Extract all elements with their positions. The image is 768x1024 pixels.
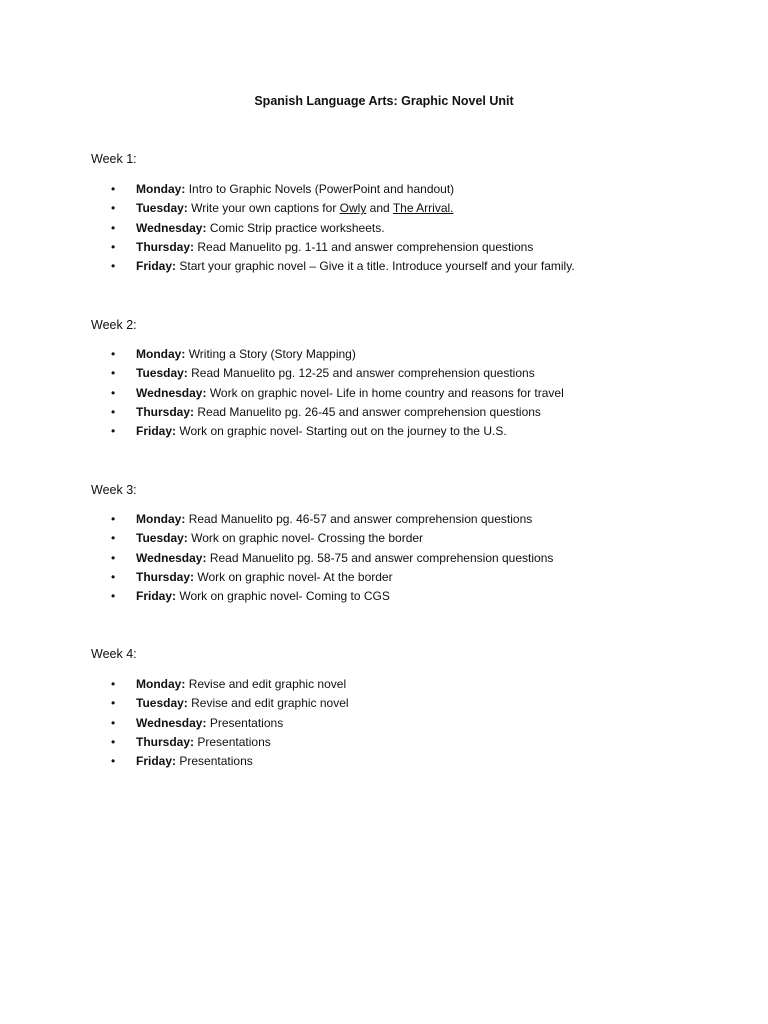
activity-text: Comic Strip practice worksheets. bbox=[209, 220, 385, 235]
day-label: Monday: bbox=[136, 182, 186, 196]
activity-text: Intro to Graphic Novels (PowerPoint and handout) bbox=[188, 182, 455, 196]
activity-text: Read Manuelito pg. 12-25 and answer comprehension questions bbox=[191, 366, 535, 381]
activity-text: Revise and edit graphic novel bbox=[191, 696, 349, 711]
bullet-icon: • bbox=[111, 734, 116, 749]
day-label: Tuesday: bbox=[136, 696, 188, 711]
activity-text: Work on graphic novel- At the border bbox=[197, 569, 393, 584]
bullet-icon: • bbox=[111, 589, 116, 604]
bullet-icon: • bbox=[111, 531, 116, 546]
week-1-heading: Week 1: bbox=[91, 152, 137, 166]
week-2-tuesday bbox=[111, 364, 564, 383]
day-label: Friday: bbox=[136, 259, 177, 274]
day-label: Wednesday: bbox=[136, 385, 207, 400]
activity-text: Read Manuelito pg. 1-11 and answer comprehension questions bbox=[197, 239, 534, 254]
bullet-icon: • bbox=[111, 201, 116, 216]
bullet-icon: • bbox=[111, 550, 116, 565]
day-label: Wednesday: bbox=[136, 550, 207, 565]
day-label: Wednesday: bbox=[136, 715, 207, 730]
activity-text: Work on graphic novel- Coming to CGS bbox=[179, 589, 390, 604]
week-4-tuesday bbox=[111, 694, 349, 713]
week-3-heading: Week 3: bbox=[91, 483, 137, 497]
day-label: Thursday: bbox=[136, 569, 195, 584]
bullet-icon: • bbox=[111, 715, 116, 730]
activity-text: Read Manuelito pg. 46-57 and answer comprehension questions bbox=[188, 512, 533, 526]
day-label: Monday: bbox=[136, 512, 186, 526]
activity-text: Presentations bbox=[209, 715, 284, 730]
activity-text: Writing a Story (Story Mapping) bbox=[188, 347, 356, 361]
bullet-icon: • bbox=[111, 366, 116, 381]
bullet-icon: • bbox=[111, 182, 116, 196]
day-label: Friday: bbox=[136, 589, 177, 604]
activity-text: and bbox=[369, 201, 390, 216]
activity-text: Read Manuelito pg. 26-45 and answer comprehension questions bbox=[197, 404, 541, 419]
activity-text: Start your graphic novel – Give it a title. Introduce yourself and your family. bbox=[179, 259, 575, 274]
week-2-heading: Week 2: bbox=[91, 318, 137, 332]
week-1-thursday bbox=[111, 238, 575, 257]
week-4-heading: Week 4: bbox=[91, 647, 137, 661]
bullet-icon: • bbox=[111, 696, 116, 711]
day-label: Friday: bbox=[136, 754, 177, 769]
week-4-thursday bbox=[111, 733, 349, 752]
week-3-friday bbox=[111, 587, 553, 606]
day-label: Monday: bbox=[136, 677, 186, 691]
bullet-icon: • bbox=[111, 347, 116, 361]
activity-text: Presentations bbox=[197, 734, 271, 749]
week-2-wednesday bbox=[111, 384, 564, 403]
week-1-list bbox=[111, 180, 575, 276]
activity-text: Presentations bbox=[179, 754, 253, 769]
bullet-icon: • bbox=[111, 404, 116, 419]
activity-text: Work on graphic novel- Starting out on the journey to the U.S. bbox=[179, 424, 507, 439]
week-4-wednesday bbox=[111, 714, 349, 733]
bullet-icon: • bbox=[111, 677, 116, 691]
owly-link[interactable]: Owly bbox=[339, 201, 367, 216]
bullet-icon: • bbox=[111, 385, 116, 400]
bullet-icon: • bbox=[111, 512, 116, 526]
week-1-wednesday bbox=[111, 219, 575, 238]
activity-text: Work on graphic novel- Life in home country and reasons for travel bbox=[209, 385, 564, 400]
week-3-wednesday bbox=[111, 549, 553, 568]
day-label: Friday: bbox=[136, 424, 177, 439]
document-title: Spanish Language Arts: Graphic Novel Unit bbox=[254, 94, 514, 108]
bullet-icon: • bbox=[111, 259, 116, 274]
day-label: Tuesday: bbox=[136, 201, 188, 216]
week-2-friday bbox=[111, 422, 564, 441]
day-label: Tuesday: bbox=[136, 366, 188, 381]
bullet-icon: • bbox=[111, 569, 116, 584]
day-label: Thursday: bbox=[136, 239, 195, 254]
week-1-tuesday bbox=[111, 199, 575, 218]
activity-text: Write your own captions for bbox=[191, 201, 337, 216]
week-4-monday bbox=[111, 675, 349, 694]
day-label: Wednesday: bbox=[136, 220, 207, 235]
bullet-icon: • bbox=[111, 754, 116, 769]
week-2-thursday bbox=[111, 403, 564, 422]
week-3-tuesday bbox=[111, 529, 553, 548]
the-arrival-link[interactable]: The Arrival. bbox=[392, 201, 454, 216]
bullet-icon: • bbox=[111, 239, 116, 254]
week-2-list bbox=[111, 345, 564, 441]
bullet-icon: • bbox=[111, 424, 116, 439]
week-2-monday bbox=[111, 345, 564, 364]
activity-text: Revise and edit graphic novel bbox=[188, 677, 347, 691]
day-label: Thursday: bbox=[136, 404, 195, 419]
week-3-thursday bbox=[111, 568, 553, 587]
week-3-monday bbox=[111, 510, 553, 529]
day-label: Monday: bbox=[136, 347, 186, 361]
week-4-list bbox=[111, 675, 349, 771]
day-label: Thursday: bbox=[136, 734, 195, 749]
week-1-friday bbox=[111, 257, 575, 276]
day-label: Tuesday: bbox=[136, 531, 188, 546]
bullet-icon: • bbox=[111, 220, 116, 235]
activity-text: Read Manuelito pg. 58-75 and answer comprehension questions bbox=[209, 550, 554, 565]
week-1-monday bbox=[111, 180, 575, 199]
week-4-friday bbox=[111, 752, 349, 771]
activity-text: Work on graphic novel- Crossing the border bbox=[191, 531, 424, 546]
week-3-list bbox=[111, 510, 553, 606]
